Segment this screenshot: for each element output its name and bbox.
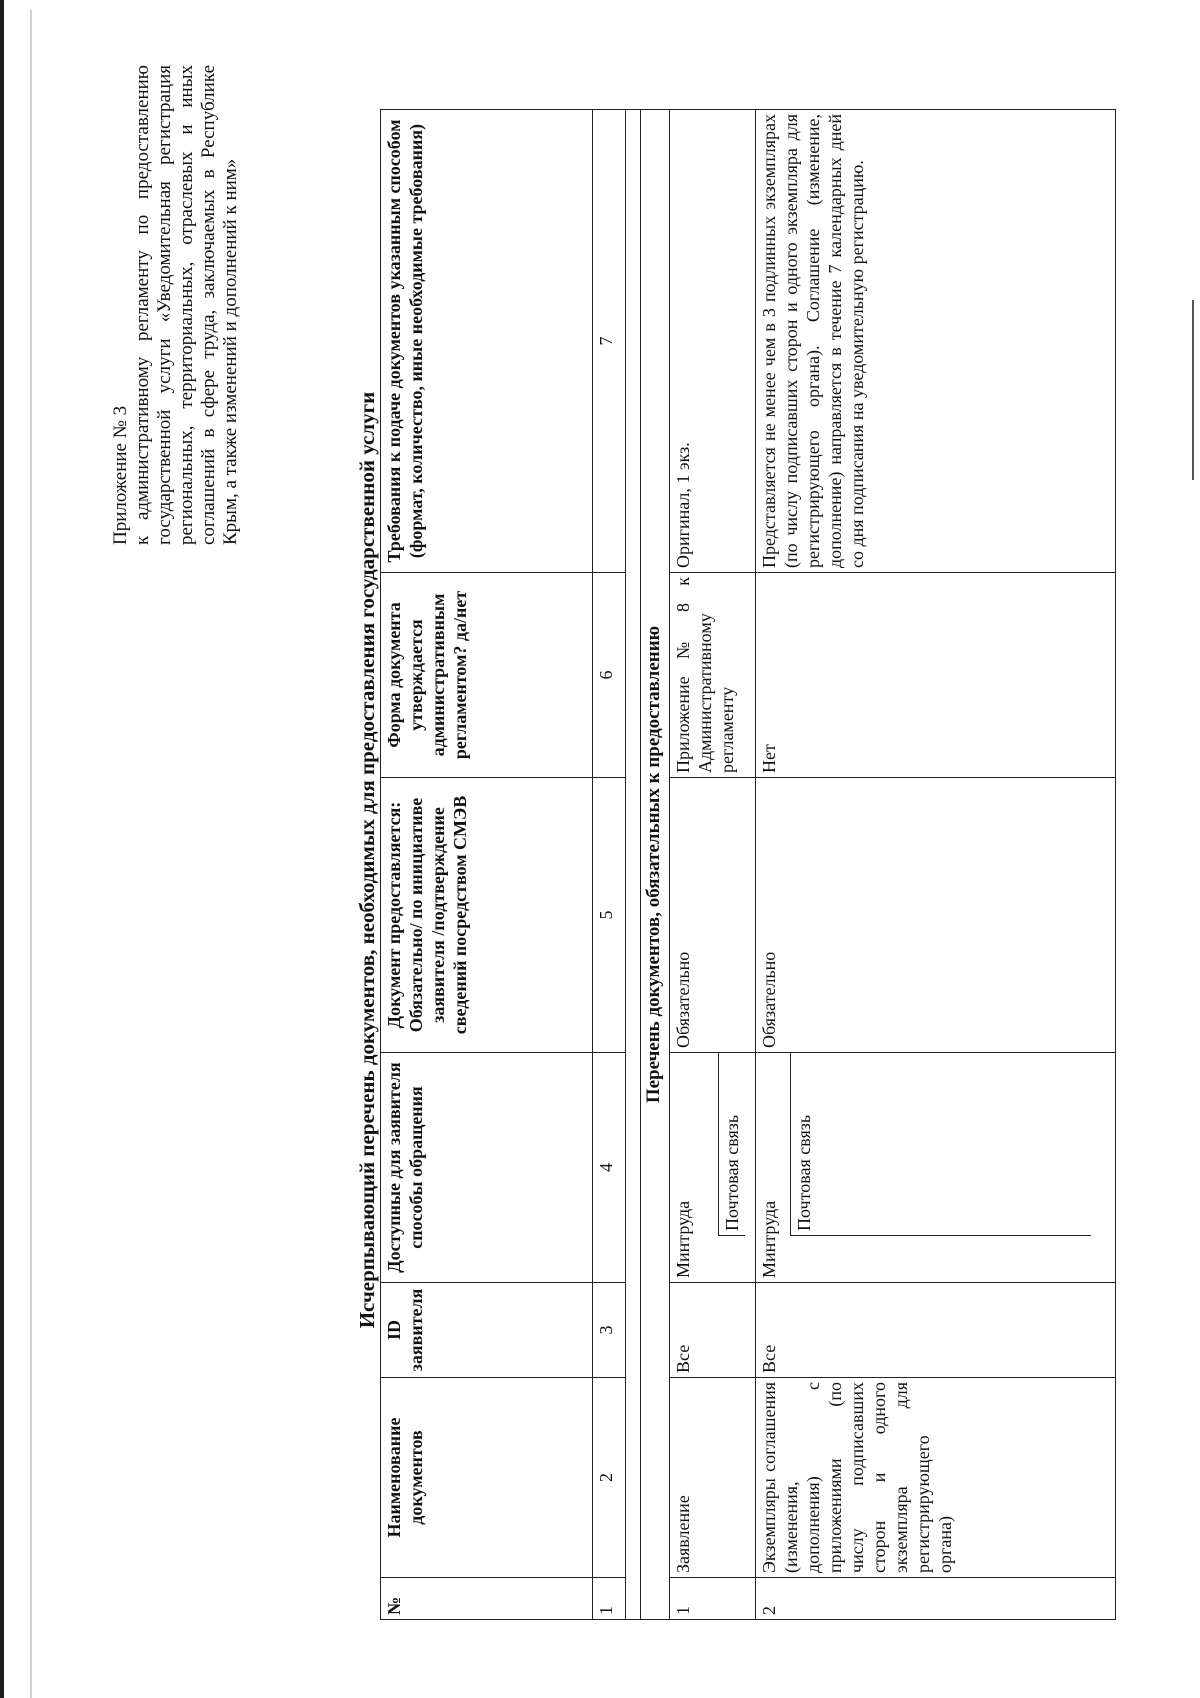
header-provided: Документ предоставляется: Обязательно/ по инициативе заявителя /подтверждение сведений посредством СМЭВ (381, 778, 593, 1053)
header-name: Наименование документов (381, 1378, 593, 1578)
row-methods (670, 1053, 756, 1283)
scan-edge (0, 0, 4, 1698)
row-requirements: Представляется не менее чем в 3 подлинных экземплярах (по числу подписавших сторон и одного экземпляра для регистрирующего органа). Соглашение (изменение, дополнение) направляется в течение 7 календарных дней со дня подписания на уведомительную регистрацию. (756, 110, 1116, 573)
row-form: Приложение № 8 к Административному регламенту (670, 573, 756, 778)
column-number: 7 (593, 110, 626, 573)
header-form: Форма документа утверждается административным регламентом? да/нет (381, 573, 593, 778)
scan-edge-mark (1192, 300, 1194, 480)
row-number: 1 (670, 1578, 756, 1620)
row-number: 2 (756, 1578, 1116, 1620)
column-number: 5 (593, 778, 626, 1053)
section-row (641, 110, 670, 1620)
table-row (670, 110, 756, 1620)
spacer-row (626, 110, 641, 1620)
table-row (756, 110, 1116, 1620)
header-row (381, 110, 593, 1620)
column-number: 3 (593, 1283, 626, 1378)
row-provided: Обязательно (756, 778, 1116, 1053)
appendix-text: к административному регламенту по предоставлению государственной услуги «Уведомительная регистрация региональных, территориальных, отраслевых и иных соглашений в сфере труда, заключаемых в Республике Крым, а также изменений и дополнений к ним» (132, 65, 241, 545)
column-number: 4 (593, 1053, 626, 1283)
row-document-name: Заявление (670, 1378, 756, 1578)
header-no: № (381, 1578, 593, 1620)
appendix-title: Приложение № 3 (110, 405, 131, 545)
row-method-primary: Минтруда (759, 1200, 779, 1278)
row-form: Нет (756, 573, 1116, 778)
column-numbers-row (593, 110, 626, 1620)
row-method-secondary: Почтовая связь (790, 1053, 1091, 1236)
row-requirements: Оригинал, 1 экз. (670, 110, 756, 573)
row-method-secondary: Почтовая связь (718, 1053, 745, 1236)
section-title: Перечень документов, обязательных к предоставлению (641, 110, 670, 1620)
header-requirements: Требования к подаче документов указанным способом (формат, количество, иные необходимые требования) (381, 110, 593, 573)
row-provided: Обязательно (670, 778, 756, 1053)
row-methods (756, 1053, 1116, 1283)
table-title: Исчерпывающий перечень документов, необходимых для предоставления государственной услуги (355, 391, 379, 1329)
column-number: 6 (593, 573, 626, 778)
row-method-primary: Минтруда (673, 1200, 693, 1278)
column-number: 1 (593, 1578, 626, 1620)
appendix-block (110, 65, 242, 545)
row-applicant-id: Все (756, 1283, 1116, 1378)
documents-table (380, 109, 1116, 1620)
document-page (10, 20, 1130, 1660)
column-number: 2 (593, 1378, 626, 1578)
row-applicant-id: Все (670, 1283, 756, 1378)
row-document-name: Экземпляры соглашения (изменения, дополнения) с приложениями (по числу подписавших сторон и одного экземпляра для регистрирующего органа) (756, 1378, 1116, 1578)
header-id: ID заявителя (381, 1283, 593, 1378)
header-methods: Доступные для заявителя способы обращения (381, 1053, 593, 1283)
